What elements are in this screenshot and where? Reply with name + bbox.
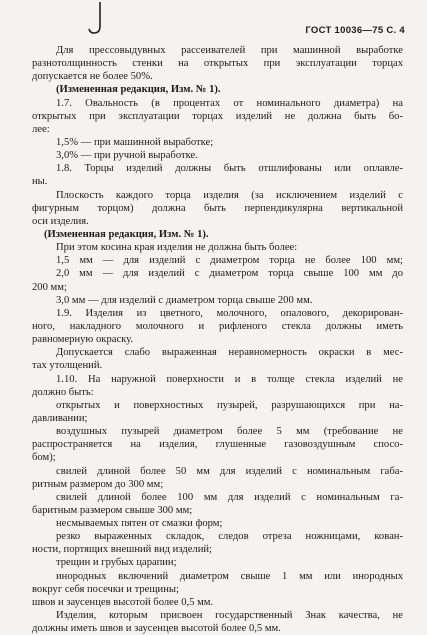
- text-line: ного, накладного молочного и рифленого стекла должны иметь: [32, 320, 403, 332]
- text-line: оси изделия.: [32, 215, 89, 227]
- text-line: баритным размером свыше 300 мм;: [32, 504, 193, 516]
- text-line: допускается не более 50%.: [32, 71, 153, 83]
- text-line: Для прессовыдувных рассеивателей при машинной выработке: [56, 45, 403, 56]
- text-line: трещин и грубых царапин;: [56, 557, 177, 569]
- text-line: несмываемых пятен от смазки форм;: [56, 518, 223, 530]
- text-line: 1,5 мм — для изделий с диаметром торца не более 100 мм;: [56, 255, 403, 267]
- text-line: тах утолщений.: [32, 360, 103, 372]
- text-line: должно быть:: [32, 386, 94, 398]
- text-line: лее:: [32, 123, 50, 135]
- text-line: бом);: [32, 452, 56, 464]
- text-line: 2,0 мм — для изделий с диаметром торца свыше 100 мм до: [56, 268, 403, 280]
- text-line: распространяется на изделия, глушенные газовоздушным спосо-: [32, 439, 403, 451]
- text-line: ритным размером до 300 мм;: [32, 478, 164, 490]
- text-line: свилей длиной более 50 мм для изделий с номинальным габа-: [56, 465, 403, 477]
- text-line: должны иметь швов и заусенцев высотой более 0,5 мм.: [32, 623, 281, 635]
- text-line: открытых и поверхностных пузырей, разрушающихся при на-: [56, 399, 403, 411]
- text-line: фигурным торцом) должна быть перпендикулярна вертикальной: [32, 202, 403, 214]
- text-line: Изделия, которым присвоен государственный Знак качества, не: [56, 610, 403, 622]
- text-line: ности, портящих внешний вид изделий;: [32, 544, 213, 556]
- text-line: свилей длиной более 100 мм для изделий с номинальным га-: [56, 491, 403, 503]
- text-line: разнотолщинность стенки на открытых при эксплуатации торцах: [32, 58, 403, 70]
- text-line: открытых при эксплуатации торцах изделий не должна быть бо-: [32, 110, 403, 122]
- page-header: ГОСТ 10036—75 С. 4: [305, 25, 405, 36]
- text-line: 1,5% — при машинной выработке;: [56, 136, 214, 148]
- text-line: При этом косина края изделия не должна быть более:: [56, 242, 298, 254]
- document-body: [32, 44, 403, 635]
- text-line: давливании;: [32, 412, 88, 424]
- text-line: 3,0 мм — для изделий с диаметром торца свыше 200 мм.: [56, 294, 313, 306]
- text-line: равномерную окраску.: [32, 334, 134, 346]
- page-mark-icon: [88, 2, 108, 36]
- amendment-note: (Измененная редакция, Изм. № 1).: [56, 84, 221, 96]
- text-line: воздушных пузырей диаметром более 5 мм (требование не: [56, 426, 403, 438]
- text-line: резко выраженных складок, следов отреза ножницами, кован-: [56, 531, 403, 543]
- amendment-note: (Измененная редакция, Изм. № 1).: [44, 228, 209, 240]
- text-line: вокруг себя посечки и трещины;: [32, 583, 179, 595]
- text-line: 1.7. Овальность (в процентах от номинального диаметра) на: [56, 97, 403, 109]
- text-line: 3,0% — при ручной выработке.: [56, 150, 198, 162]
- text-line: 1.9. Изделия из цветного, молочного, опалового, декорирован-: [56, 307, 403, 319]
- text-line: ны.: [32, 176, 48, 188]
- text-line: 200 мм;: [32, 281, 67, 293]
- text-line: 1.10. На наружной поверхности и в толще стекла изделий не: [56, 373, 403, 385]
- text-line: Допускается слабо выраженная неравномерность окраски в мес-: [56, 347, 403, 359]
- text-line: 1.8. Торцы изделий должны быть отшлифованы или оплавле-: [56, 163, 403, 175]
- text-line: швов и заусенцев высотой более 0,5 мм.: [32, 596, 214, 608]
- text-line: Плоскость каждого торца изделия (за исключением изделий с: [56, 189, 403, 201]
- text-line: инородных включений диаметром свыше 1 мм или инородных: [56, 570, 403, 582]
